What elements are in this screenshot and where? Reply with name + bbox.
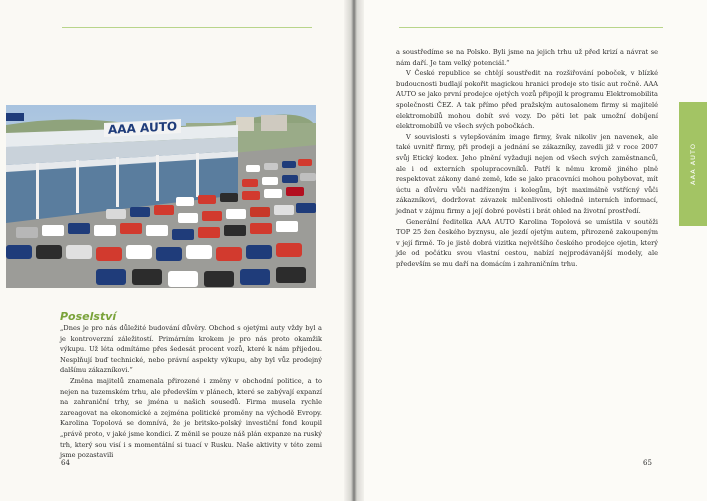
paragraph: Změna majitelů znamenala přirozené i změny v obchodní politice, a to nejen na tuzemském trhu, ale především v plánech, které se zabývají expanzí na zahraniční trhy, se jména u našich sousedů. Firma musela rychle zareagovat na ekonomické a zejména politické proměny na východě Evropy. Karolina Topolová se domnívá, že je britsko-polský investiční fond koupil „právě proto, v jaké jsme kondici. Z měnil se pouze náš plán expanze na ruský trh, který sou visí i s momentální si tuací v Rusku. Naše aktivity v této zemi jsme pozastavili — [60, 376, 322, 460]
paragraph: „Dnes je pro nás důležité budování důvěry. Obchod s ojetými auty vždy byl a je kontroverzní záležitostí. Primárním krokem je pro nás proto okamžik výkupu. Už léta odmítáme přes šedesát procent vozů, které k nám přijedou. Nesplňují buď technické, nebo právní aspekty výkupu, aby byl vůz prodejný dalšímu zákazníkovi.“ — [60, 324, 322, 375]
page-number-left: 64 — [61, 459, 70, 467]
page-number-right: 65 — [643, 459, 652, 467]
book-gutter — [344, 0, 364, 501]
chapter-tab-label: AAA AUTO — [689, 142, 697, 186]
dealership-photo — [6, 105, 316, 288]
top-rule — [399, 27, 663, 28]
paragraph: Generální ředitelka AAA AUTO Karolina Topolová se umístila v soutěži TOP 25 žen českého byznysu, ale jezdí ojetým autem, přirozeně zakoupeným v její firmě. To je jistě dobrá vizitka největšího českého prodejce ojetin, který jde od počátku svou vlastní cestou, nabízí nejprodávanější modely, ale především se mu daří na domácím i zahraničním trhu. — [396, 217, 658, 268]
left-body-text — [60, 323, 322, 461]
paragraph: V souvislosti s vylepšováním image firmy, švak nikoliv jen navenek, ale také uvnitř firmy, při prodeji a jednání se zákazníky, zavedli již v roce 2007 svůj Etický kodex. Jeho plnění vyžaduji nejen od všech svých zaměstnanců, ale i od externích spolupracovníků. Patří k němu kromě jiného plně respektovat zákony dané země, kde se jako pracovníci mohou pohybovat, mít úctu a důvěru vůči nadřízeným i kolegům, být maximálně vstřícný vůči zákazníkovi, dodržovat závazek mlčenlivosti ohledně interních informací, jednat v zájmu firmy a její dobré pověsti i brát ohled na životní prostředí. — [396, 132, 658, 215]
photo-sign: AAA AUTO — [104, 119, 181, 137]
paragraph: a soustředíme se na Polsko. Byli jsme na jejich trhu už před krizí a návrat se nám daří. Je tam velký potenciál.“ — [396, 48, 658, 67]
top-rule — [62, 27, 312, 28]
left-page — [0, 0, 352, 501]
chapter-side-tab — [679, 102, 707, 226]
paragraph: V České republice se chtějí soustředit na rozšiřování poboček, v blízké budoucnosti budlají pokořit magickou hranici prodeje sto tisíc aut ročně. AAA AUTO se jako první prodejce ojetých vozů připojil k programu Elektromobilita společnosti ČEZ. A tak přímo před pražským autosalonem firmy si majitelé elektromobilů mohou dobít své vozy. Do pěti let pak umožní dobíjení elektromobilů ve všech svých pobočkách. — [396, 69, 658, 131]
section-heading: Poselství — [60, 310, 117, 323]
right-body-text — [396, 47, 658, 269]
